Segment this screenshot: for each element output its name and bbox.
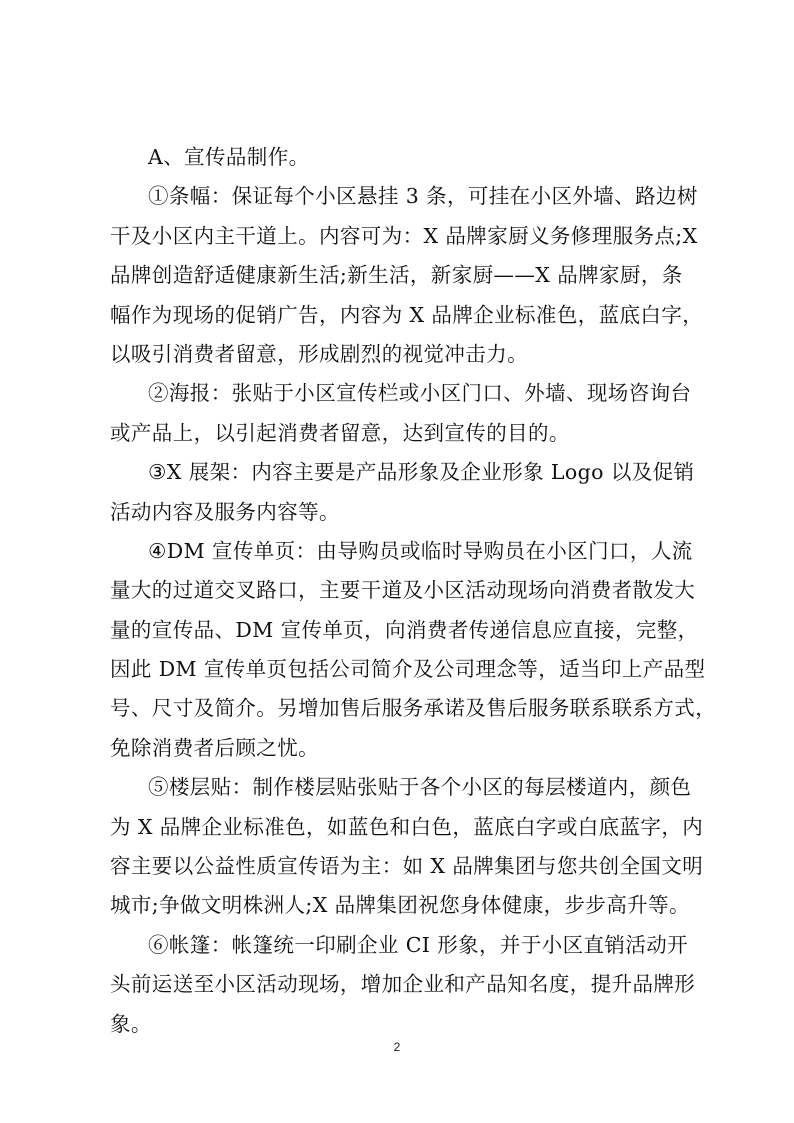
text-line: 号、尺寸及简介。另增加售后服务承诺及售后服务联系联系方式， — [110, 696, 717, 721]
text-line: 或产品上，以引起消费者留意，达到宣传的目的。 — [110, 420, 570, 445]
text-line: 量大的过道交叉路口，主要干道及小区活动现场向消费者散发大 — [110, 578, 696, 603]
page-number: 2 — [393, 1040, 401, 1054]
paragraph-tent — [110, 926, 695, 1044]
text-line: 为 X 品牌企业标准色，如蓝色和白色，蓝底白字或白底蓝字，内 — [110, 814, 704, 839]
text-line: 幅作为现场的促销广告，内容为 X 品牌企业标准色，蓝底白字， — [110, 302, 704, 327]
paragraph-floor-sticker — [110, 768, 704, 926]
document-body — [110, 138, 717, 1044]
text-line: 象。 — [110, 1011, 152, 1036]
paragraph-x-stand — [110, 453, 695, 532]
text-line: ⑥帐篷：帐篷统一印刷企业 CI 形象，并于小区直销活动开 — [148, 932, 689, 957]
text-line: ②海报：张贴于小区宣传栏或小区门口、外墙、现场咨询台 — [148, 381, 692, 406]
paragraph-dm-flyer — [110, 532, 717, 768]
text-line: 活动内容及服务内容等。 — [110, 499, 340, 524]
text-line: 量的宣传品、DM 宣传单页，向消费者传递信息应直接，完整， — [110, 617, 699, 642]
text-line: 干及小区内主干道上。内容可为：X 品牌家厨义务修理服务点;X — [110, 223, 698, 248]
text-line: 品牌创造舒适健康新生活;新生活，新家厨——X 品牌家厨，条 — [110, 263, 683, 288]
text-line: 以吸引消费者留意，形成剧烈的视觉冲击力。 — [110, 341, 528, 366]
paragraph-poster — [110, 374, 695, 453]
text-line: 免除消费者后顾之忧。 — [110, 735, 319, 760]
text-line: ③X 展架：内容主要是产品形象及企业形象 Logo 以及促销 — [148, 460, 695, 485]
text-line: 因此 DM 宣传单页包括公司简介及公司理念等，适当印上产品型 — [110, 657, 706, 682]
text-line: ⑤楼层贴：制作楼层贴张贴于各个小区的每层楼道内，颜色 — [148, 775, 692, 800]
text-line: ④DM 宣传单页：由导购员或临时导购员在小区门口，人流 — [148, 538, 693, 563]
paragraph-banner — [110, 177, 704, 374]
text-line: 城市;争做文明株洲人;X 品牌集团祝您身体健康，步步高升等。 — [110, 893, 690, 918]
text-line: 容主要以公益性质宣传语为主：如 X 品牌集团与您共创全国文明 — [110, 854, 704, 879]
text-line: ①条幅：保证每个小区悬挂 3 条，可挂在小区外墙、路边树 — [148, 184, 698, 209]
section-heading: A、宣传品制作。 — [148, 145, 310, 169]
text-line: 头前运送至小区活动现场，增加企业和产品知名度，提升品牌形 — [110, 972, 696, 997]
